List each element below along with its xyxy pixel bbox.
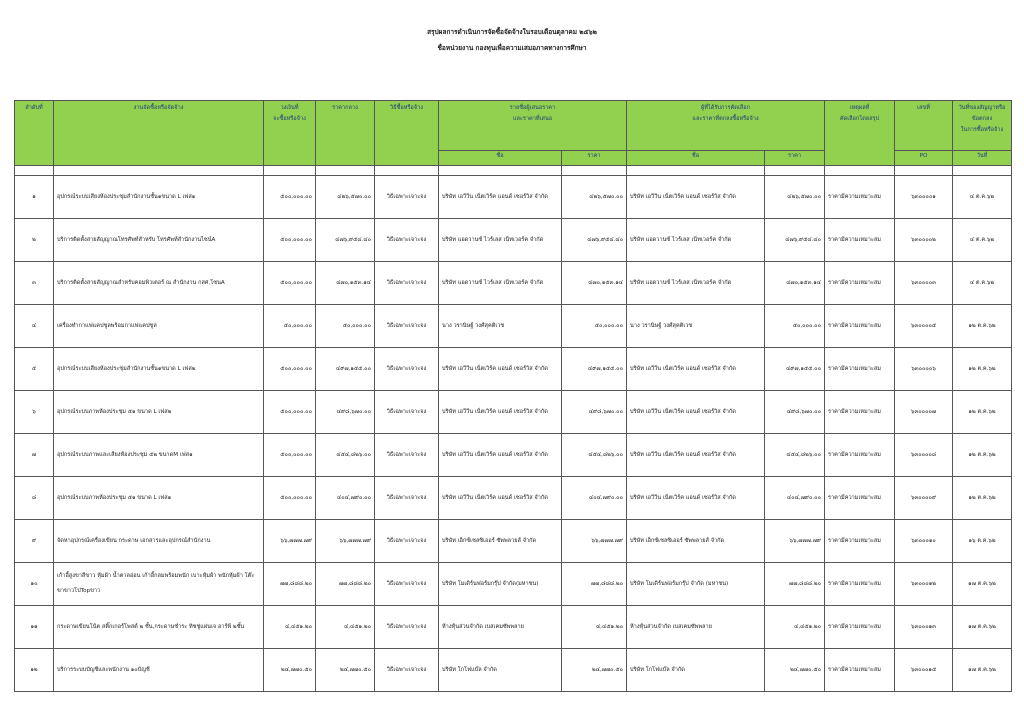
method-cell: วิธีเฉพาะเจาะจง: [375, 477, 439, 520]
item-cell: บริการระบบบัญชีและพนักงาน ๑๐บัญชี: [54, 649, 264, 692]
contract-date-cell: ๑๒ ต.ค.๖๒: [953, 348, 1012, 391]
contract-date-cell: ๑๒ ต.ค.๖๒: [953, 391, 1012, 434]
row-number: ๔: [15, 305, 54, 348]
win-price-cell: ๔๙๘,๖๗๐.๐๐: [765, 391, 825, 434]
bid-price-cell: ๔๐๔,๗๙๐.๐๐: [562, 477, 627, 520]
table-row: [15, 348, 1012, 391]
po-number-cell: ๖๓๐๐๐๑๐: [895, 520, 953, 563]
po-number-cell: ๖๓๐๐๐๐๖: [895, 348, 953, 391]
bidder-name-cell: บริษัท เอวีวีน เน็ตเวิร์ค แอนด์ เซอร์วิส จำกัด: [439, 434, 562, 477]
win-price-cell: ๖๖,๗๗๗.๗๙: [765, 520, 825, 563]
median-price-cell: ๔๗๐,๑๕๓.๑๔: [316, 262, 375, 305]
bidder-name-cell: บริษัท เอวีวีน เน็ตเวิร์ค แอนด์ เซอร์วิส จำกัด: [439, 477, 562, 520]
item-cell: บริการติดตั้งสายสัญญาณโทรศัพท์สำหรับ โทรศัพท์สำนักงานไซน์A: [54, 219, 264, 262]
median-price-cell: ๕๐,๐๐๐.๐๐: [316, 305, 375, 348]
spacer-row: [15, 166, 1012, 176]
header-winner-name: ชื่อ: [627, 151, 765, 166]
budget-cell: ๒๔,๗๗๐.๕๐: [264, 649, 316, 692]
po-number-cell: ๖๓๐๐๐๐๒: [895, 219, 953, 262]
winner-name-cell: บริษัท แอดวานซ์ ไวร์เลส เน็ทเวอร์ค จำกัด: [627, 219, 765, 262]
item-cell: อุปกรณ์ระบบเสียงห้องประชุมสำนักงานชั้น๑ขนาด L เฟส๑: [54, 176, 264, 219]
budget-cell: ๔,๔๕๑.๒๐: [264, 606, 316, 649]
header-ref: เลขที่: [895, 101, 953, 151]
row-number: ๑๐: [15, 563, 54, 606]
po-number-cell: ๖๓๐๐๐๐๕: [895, 305, 953, 348]
budget-cell: ๕๐๐,๐๐๐.๐๐: [264, 262, 316, 305]
contract-date-cell: ๔ ต.ค.๖๒: [953, 219, 1012, 262]
budget-cell: ๗๗,๘๘๘.๒๐: [264, 563, 316, 606]
method-cell: วิธีเฉพาะเจาะจง: [375, 305, 439, 348]
win-price-cell: ๔๗๐,๑๕๓.๑๔: [765, 262, 825, 305]
bidder-name-cell: ห้างหุ้นส่วนจำกัด เบสเคมซัพพลาย: [439, 606, 562, 649]
po-number-cell: ๖๓๐๐๐๑๕: [895, 649, 953, 692]
table-row: [15, 305, 1012, 348]
win-price-cell: ๔๐๔,๗๙๐.๐๐: [765, 477, 825, 520]
bidder-name-cell: บริษัท เอวีวีน เน็ตเวิร์ค แอนด์ เซอร์วิส จำกัด: [439, 176, 562, 219]
win-price-cell: ๕๐,๐๐๐.๐๐: [765, 305, 825, 348]
win-price-cell: ๒๔,๗๗๐.๕๐: [765, 649, 825, 692]
table-row: [15, 262, 1012, 305]
header-contract: วันที่ของสัญญาหรือ ข้อตกลง ในการซื้อหรือจ้าง: [953, 101, 1012, 151]
bidder-name-cell: บริษัท แอดวานซ์ ไวร์เลส เน็ทเวอร์ค จำกัด: [439, 219, 562, 262]
reason-cell: ราคามีความเหมาะสม: [825, 606, 895, 649]
median-price-cell: ๗๗,๘๘๘.๒๐: [316, 563, 375, 606]
contract-date-cell: ๔ ต.ค.๖๒: [953, 176, 1012, 219]
item-cell: บริการติดตั้งสายสัญญาณสำหรับคอมพิวเตอร์ ณ สำนักงาน กสศ.โซนA: [54, 262, 264, 305]
item-cell: เก้าอี้สูงขาสีขาว หุ้มผ้า น้ำตาลอ่อน เก้าอี้กลมพร้อมพนัก เบาะหุ้มผ้า พนักหุ้มผ้า โต๊ะขาขาวโปTopขาว: [54, 563, 264, 606]
winner-name-cell: ห้างหุ้นส่วนจำกัด เบสเคมซัพพลาย: [627, 606, 765, 649]
bid-price-cell: ๔๕๔,๘๒๖.๐๐: [562, 434, 627, 477]
bid-price-cell: ๔๙๗,๑๕๕.๐๐: [562, 348, 627, 391]
reason-cell: ราคามีความเหมาะสม: [825, 262, 895, 305]
winner-name-cell: บริษัท แอดวานซ์ ไวร์เลส เน็ทเวอร์ค จำกัด: [627, 262, 765, 305]
table-row: [15, 606, 1012, 649]
winner-name-cell: นาง วรานิษฐ์ วงศ์สุคติเวช: [627, 305, 765, 348]
reason-cell: ราคามีความเหมาะสม: [825, 520, 895, 563]
table-row: [15, 176, 1012, 219]
median-price-cell: ๔๒๖,๕๗๐.๐๐: [316, 176, 375, 219]
winner-name-cell: บริษัท เอวีวีน เน็ตเวิร์ค แอนด์ เซอร์วิส จำกัด: [627, 434, 765, 477]
row-number: ๗: [15, 434, 54, 477]
item-cell: กระดาษเขียนโน้ต สติ๊กเกอร์โพสต์ ๒ ชั้น,กระดาษชำระ ทิชชู่แผ่นเจ อาร์พี ๒ชั้น: [54, 606, 264, 649]
header-budget: วงเงินที่ จะซื้อหรือจ้าง: [264, 101, 316, 166]
table-row: [15, 219, 1012, 262]
median-price-cell: ๔๐๔,๗๙๐.๐๐: [316, 477, 375, 520]
method-cell: วิธีเฉพาะเจาะจง: [375, 219, 439, 262]
po-number-cell: ๖๓๐๐๐๑๒: [895, 563, 953, 606]
contract-date-cell: ๑๖ ต.ค.๖๒: [953, 520, 1012, 563]
method-cell: วิธีเฉพาะเจาะจง: [375, 391, 439, 434]
win-price-cell: ๗๗,๘๘๘.๒๐: [765, 563, 825, 606]
reason-cell: ราคามีความเหมาะสม: [825, 391, 895, 434]
item-cell: อุปกรณ์ระบบภาพห้องประชุม ๕๑ ขนาด L เฟส๒: [54, 391, 264, 434]
header-method: วิธีซื้อหรือจ้าง: [375, 101, 439, 166]
budget-cell: ๕๐๐,๐๐๐.๐๐: [264, 176, 316, 219]
po-number-cell: ๖๓๐๐๐๑๓: [895, 606, 953, 649]
median-price-cell: ๔๙๘,๖๗๐.๐๐: [316, 391, 375, 434]
budget-cell: ๕๐๐,๐๐๐.๐๐: [264, 391, 316, 434]
budget-cell: ๖๖,๗๗๗.๗๙: [264, 520, 316, 563]
reason-cell: ราคามีความเหมาะสม: [825, 477, 895, 520]
po-number-cell: ๖๓๐๐๐๐๓: [895, 262, 953, 305]
median-price-cell: ๔๗๖,๙๕๔.๔๐: [316, 219, 375, 262]
bidder-name-cell: บริษัท เอ็กซ์เซลซิเออร์ ซัพพลายส์ จำกัด: [439, 520, 562, 563]
win-price-cell: ๔๕๔,๘๒๖.๐๐: [765, 434, 825, 477]
contract-date-cell: ๑๗ ต.ค.๖๒: [953, 649, 1012, 692]
bidder-name-cell: บริษัท โมเดิร์นฟอร์มกรุ๊ป จำกัด(มหาชน): [439, 563, 562, 606]
item-cell: อุปกรณ์ระบบภาพห้องประชุม ๕๑ ขนาด L เฟส๑: [54, 477, 264, 520]
bidder-name-cell: นาง วรานิษฐ์ วงศ์สุคติเวช: [439, 305, 562, 348]
item-cell: อุปกรณ์ระบบเสียงห้องประชุมสำนักงานชั้น๑ขนาด L เฟส๒: [54, 348, 264, 391]
bidder-name-cell: บริษัท เอวีวีน เน็ตเวิร์ค แอนด์ เซอร์วิส จำกัด: [439, 391, 562, 434]
budget-cell: ๕๐๐,๐๐๐.๐๐: [264, 477, 316, 520]
method-cell: วิธีเฉพาะเจาะจง: [375, 649, 439, 692]
table-row: [15, 520, 1012, 563]
budget-cell: ๕๐๐,๐๐๐.๐๐: [264, 348, 316, 391]
po-number-cell: ๖๓๐๐๐๐๑: [895, 176, 953, 219]
header-bidders: รายชื่อผู้เสนอราคา และราคาที่เสนอ: [439, 101, 627, 151]
row-number: ๘: [15, 477, 54, 520]
contract-date-cell: ๑๗ ต.ค.๖๒: [953, 606, 1012, 649]
contract-date-cell: ๑๒ ต.ค.๖๒: [953, 477, 1012, 520]
bid-price-cell: ๔๗๖,๙๕๔.๔๐: [562, 219, 627, 262]
method-cell: วิธีเฉพาะเจาะจง: [375, 176, 439, 219]
winner-name-cell: บริษัท เอวีวีน เน็ตเวิร์ค แอนด์ เซอร์วิส จำกัด: [627, 477, 765, 520]
contract-date-cell: ๑๒ ต.ค.๖๒: [953, 434, 1012, 477]
header-item: งานจัดซื้อหรือจัดจ้าง: [54, 101, 264, 166]
reason-cell: ราคามีความเหมาะสม: [825, 219, 895, 262]
document-subtitle: ชื่อหน่วยงาน กองทุนเพื่อความเสมอภาคทางการศึกษา: [437, 44, 587, 52]
bid-price-cell: ๕๐,๐๐๐.๐๐: [562, 305, 627, 348]
reason-cell: ราคามีความเหมาะสม: [825, 563, 895, 606]
win-price-cell: ๔,๔๕๑.๒๐: [765, 606, 825, 649]
document-title: สรุปผลการดำเนินการจัดซื้อจัดจ้างในรอบเดือนตุลาคม ๒๕๖๒: [427, 28, 597, 36]
header-po: PO: [895, 151, 953, 166]
bid-price-cell: ๔๙๘,๖๗๐.๐๐: [562, 391, 627, 434]
method-cell: วิธีเฉพาะเจาะจง: [375, 563, 439, 606]
po-number-cell: ๖๓๐๐๐๐๘: [895, 434, 953, 477]
winner-name-cell: บริษัท โมเดิร์นฟอร์มกรุ๊ป จำกัด (มหาชน): [627, 563, 765, 606]
table-row: [15, 563, 1012, 606]
bidder-name-cell: บริษัท เอวีวีน เน็ตเวิร์ค แอนด์ เซอร์วิส จำกัด: [439, 348, 562, 391]
procurement-table: [14, 100, 1012, 692]
reason-cell: ราคามีความเหมาะสม: [825, 348, 895, 391]
row-number: ๙: [15, 520, 54, 563]
contract-date-cell: ๑๒ ต.ค.๖๒: [953, 305, 1012, 348]
winner-name-cell: บริษัท เอวีวีน เน็ตเวิร์ค แอนด์ เซอร์วิส จำกัด: [627, 348, 765, 391]
method-cell: วิธีเฉพาะเจาะจง: [375, 262, 439, 305]
winner-name-cell: บริษัท โกโฟแบ๊ล จำกัด: [627, 649, 765, 692]
median-price-cell: ๔,๔๕๑.๒๐: [316, 606, 375, 649]
row-number: ๒: [15, 219, 54, 262]
budget-cell: ๕๐๐,๐๐๐.๐๐: [264, 434, 316, 477]
method-cell: วิธีเฉพาะเจาะจง: [375, 434, 439, 477]
row-number: ๕: [15, 348, 54, 391]
row-number: ๓: [15, 262, 54, 305]
po-number-cell: ๖๓๐๐๐๐๗: [895, 391, 953, 434]
method-cell: วิธีเฉพาะเจาะจง: [375, 520, 439, 563]
contract-date-cell: ๑๗ ต.ค.๖๒: [953, 563, 1012, 606]
median-price-cell: ๔๙๗,๑๕๕.๐๐: [316, 348, 375, 391]
item-cell: อุปกรณ์ระบบภาพและเสียงห้องประชุม ๕๒ ขนาดM เฟส๑: [54, 434, 264, 477]
header-bidder-price: ราคา: [562, 151, 627, 166]
header-bidder-name: ชื่อ: [439, 151, 562, 166]
method-cell: วิธีเฉพาะเจาะจง: [375, 606, 439, 649]
bid-price-cell: ๒๔,๗๗๐.๕๐: [562, 649, 627, 692]
table-row: [15, 391, 1012, 434]
bid-price-cell: ๖๖,๗๗๗.๗๙: [562, 520, 627, 563]
budget-cell: ๕๐๐,๐๐๐.๐๐: [264, 219, 316, 262]
header-winner-price: ราคา: [765, 151, 825, 166]
reason-cell: ราคามีความเหมาะสม: [825, 434, 895, 477]
row-number: ๑: [15, 176, 54, 219]
budget-cell: ๕๐,๐๐๐.๐๐: [264, 305, 316, 348]
win-price-cell: ๔๗๖,๙๕๔.๔๐: [765, 219, 825, 262]
reason-cell: ราคามีความเหมาะสม: [825, 305, 895, 348]
bid-price-cell: ๔๒๖,๕๗๐.๐๐: [562, 176, 627, 219]
median-price-cell: ๒๔,๗๗๐.๕๐: [316, 649, 375, 692]
contract-date-cell: ๔ ต.ค.๖๒: [953, 262, 1012, 305]
item-cell: จัดหาอุปกรณ์เครื่องเขียน กระดาษ เอกสารและอุปกรณ์สำนักงาน: [54, 520, 264, 563]
winner-name-cell: บริษัท เอวีวีน เน็ตเวิร์ค แอนด์ เซอร์วิส จำกัด: [627, 176, 765, 219]
item-cell: เครื่องทำกาแฟแคปซูลพร้อมกาแฟแคปซูล: [54, 305, 264, 348]
table-row: [15, 434, 1012, 477]
reason-cell: ราคามีความเหมาะสม: [825, 649, 895, 692]
row-number: ๑๑: [15, 606, 54, 649]
bid-price-cell: ๗๗,๘๘๘.๒๐: [562, 563, 627, 606]
table-row: [15, 477, 1012, 520]
header-no: ลำดับที่: [15, 101, 54, 166]
bidder-name-cell: บริษัท แอดวานซ์ ไวร์เลส เน็ทเวอร์ค จำกัด: [439, 262, 562, 305]
method-cell: วิธีเฉพาะเจาะจง: [375, 348, 439, 391]
header-reason: เหตุผลที่ คัดเลือกโดยสรุป: [825, 101, 895, 166]
header-date: วันที่: [953, 151, 1012, 166]
median-price-cell: ๖๖,๗๗๗.๗๙: [316, 520, 375, 563]
bid-price-cell: ๔,๔๕๑.๒๐: [562, 606, 627, 649]
bid-price-cell: ๔๗๐,๑๕๓.๑๔: [562, 262, 627, 305]
row-number: ๑๒: [15, 649, 54, 692]
table-row: [15, 649, 1012, 692]
winner-name-cell: บริษัท เอ็กซ์เซลซิเออร์ ซัพพลายส์ จำกัด: [627, 520, 765, 563]
reason-cell: ราคามีความเหมาะสม: [825, 176, 895, 219]
win-price-cell: ๔๒๖,๕๗๐.๐๐: [765, 176, 825, 219]
winner-name-cell: บริษัท เอวีวีน เน็ตเวิร์ค แอนด์ เซอร์วิส จำกัด: [627, 391, 765, 434]
po-number-cell: ๖๓๐๐๐๐๙: [895, 477, 953, 520]
win-price-cell: ๔๙๗,๑๕๕.๐๐: [765, 348, 825, 391]
header-selected: ผู้ที่ได้รับการคัดเลือก และราคาที่ตกลงซื้อหรือจ้าง: [627, 101, 825, 151]
row-number: ๖: [15, 391, 54, 434]
header-median: ราคากลาง: [316, 101, 375, 166]
median-price-cell: ๔๕๔,๘๒๖.๐๐: [316, 434, 375, 477]
bidder-name-cell: บริษัท โกโฟแบ๊ล จำกัด: [439, 649, 562, 692]
